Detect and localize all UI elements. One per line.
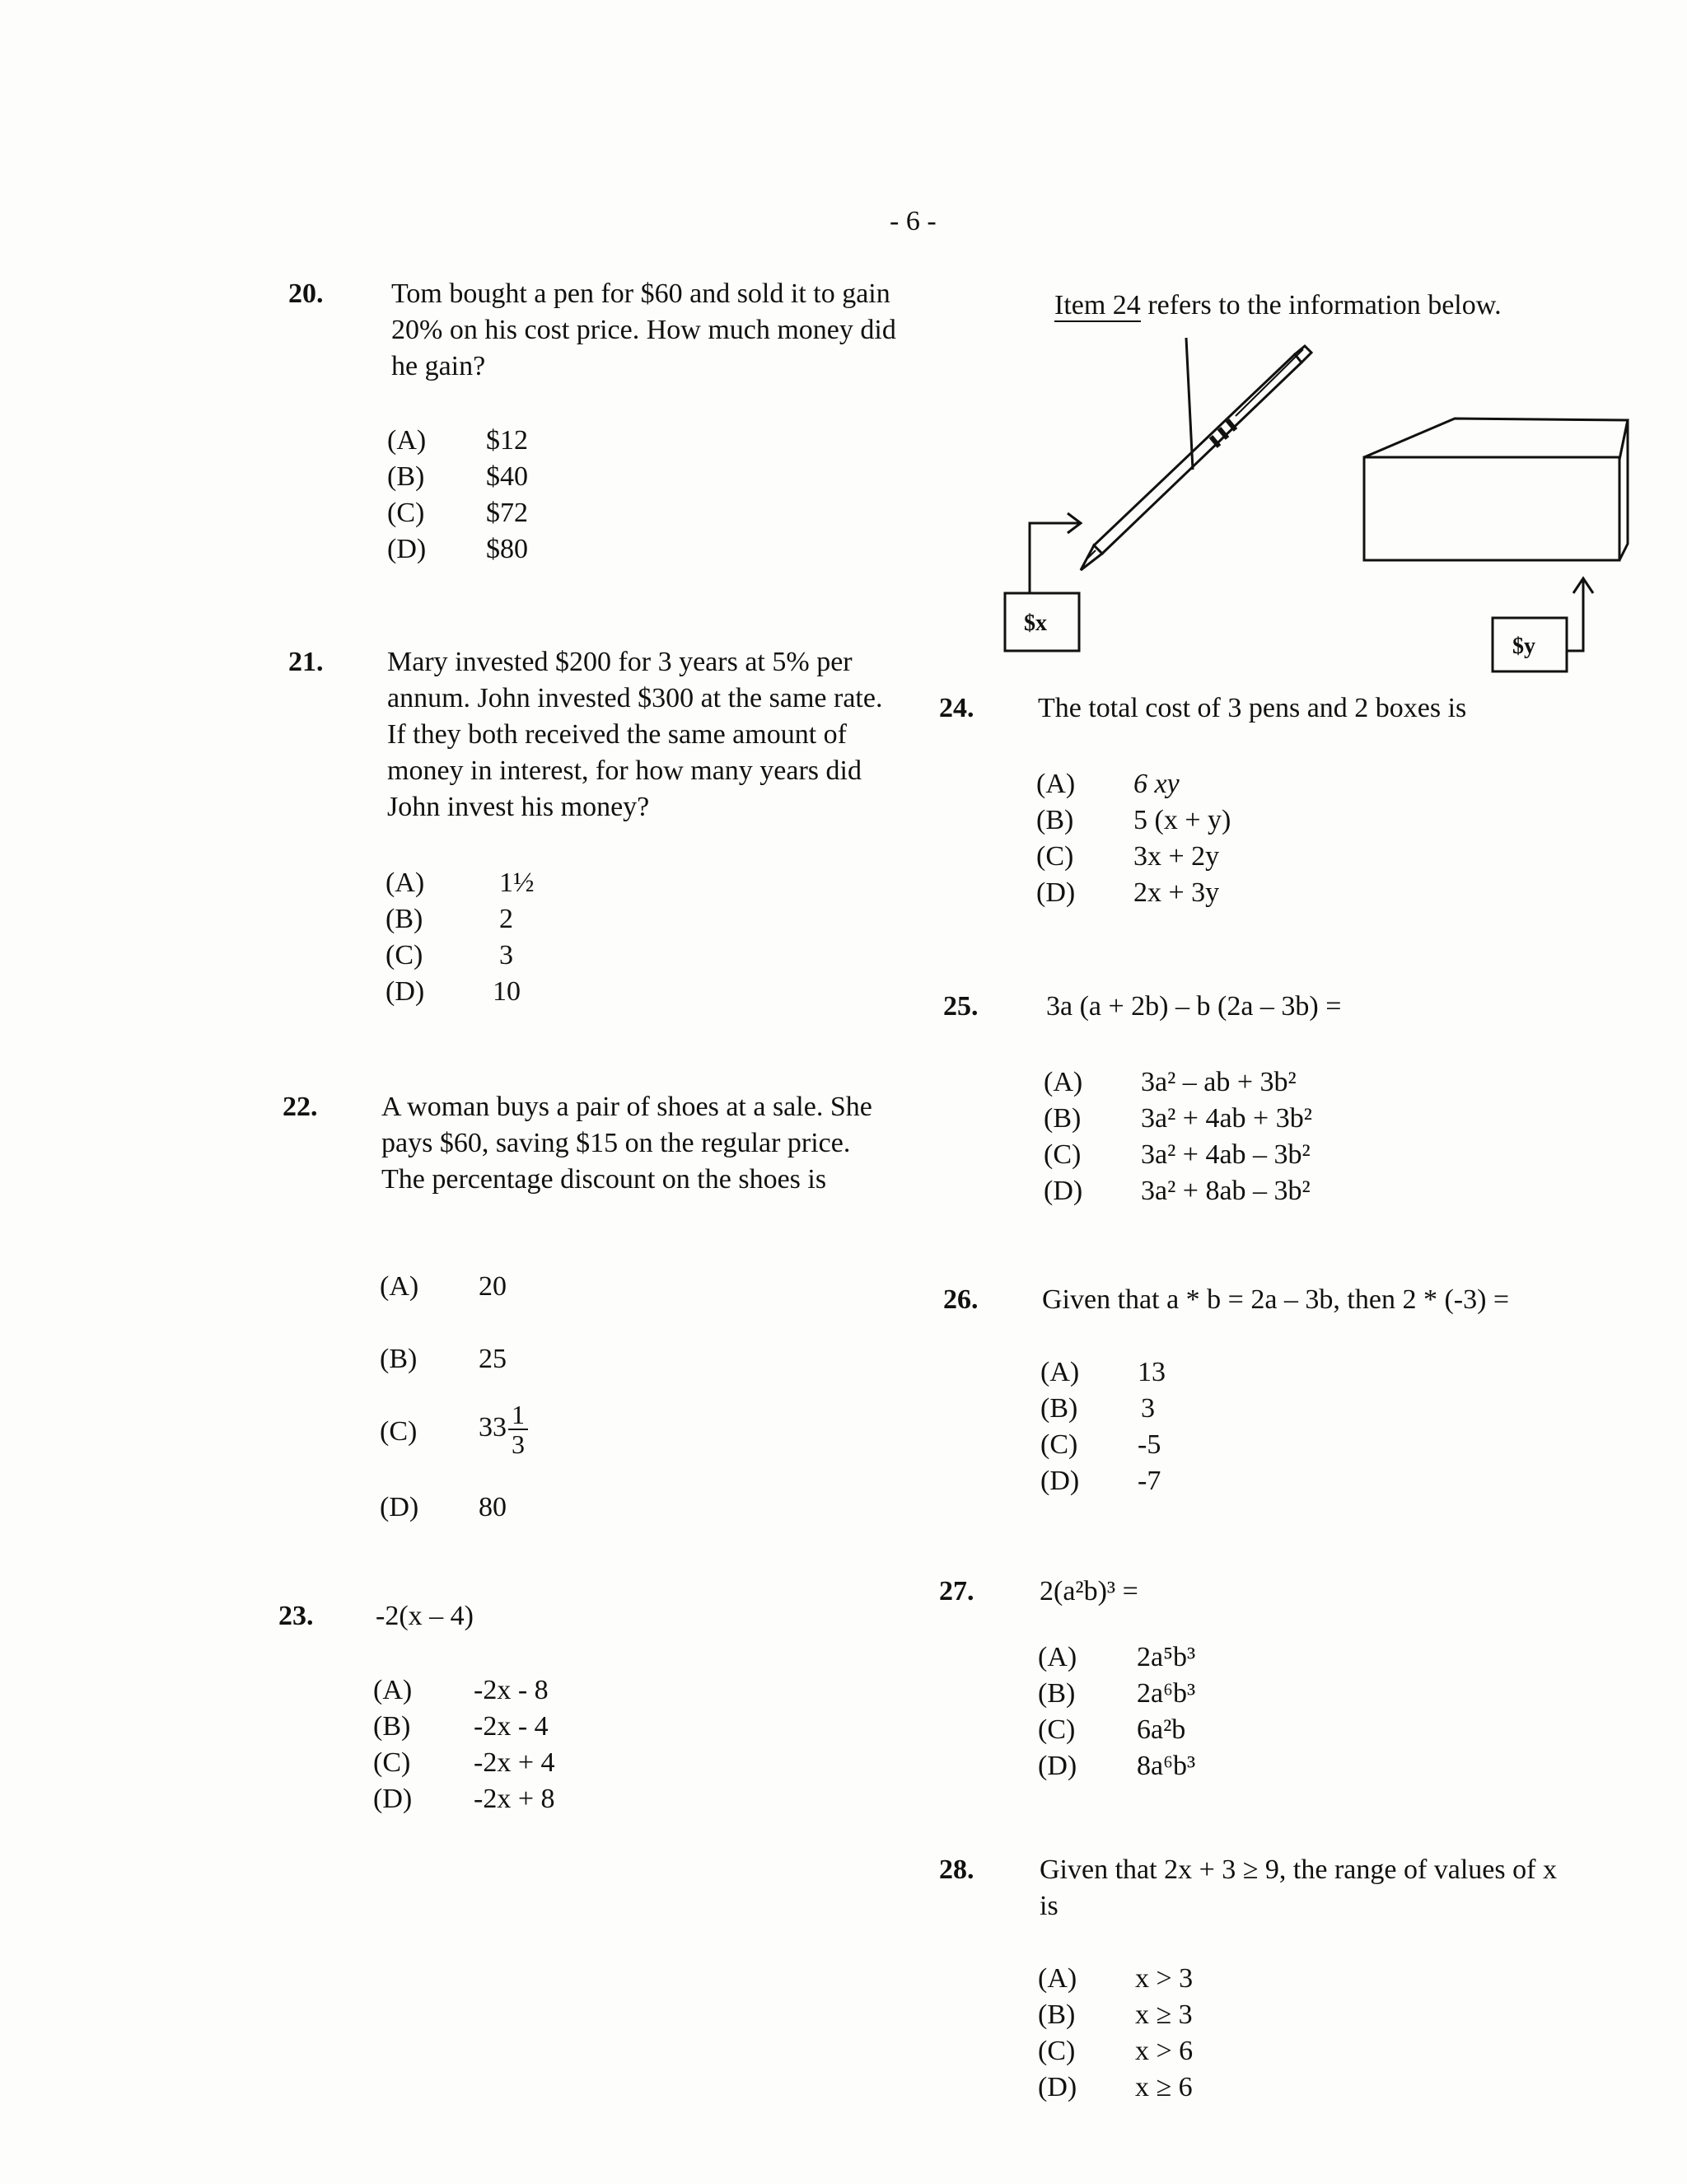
option-d bbox=[1036, 875, 1283, 911]
option-label: (C) bbox=[387, 498, 425, 528]
option-c bbox=[1038, 2033, 1285, 2069]
option-label: (A) bbox=[1040, 1357, 1080, 1387]
pen-icon bbox=[1081, 338, 1311, 570]
option-label: (C) bbox=[1040, 1429, 1078, 1460]
option-label: (B) bbox=[373, 1711, 411, 1742]
option-a bbox=[1044, 1064, 1373, 1101]
options-list bbox=[1040, 1354, 1287, 1499]
fraction-numerator: 1 bbox=[508, 1401, 528, 1430]
option-c bbox=[380, 1400, 627, 1490]
question-stem: Tom bought a pen for $60 and sold it to gain 20% on his cost price. How much money did he gain? bbox=[391, 278, 896, 381]
options-list bbox=[1038, 1961, 1285, 2106]
option-value-mixed-number bbox=[479, 1401, 528, 1458]
option-b bbox=[1038, 1676, 1285, 1712]
option-value: 3a² + 4ab – 3b² bbox=[1141, 1139, 1311, 1170]
option-c bbox=[1036, 839, 1283, 875]
option-label: (A) bbox=[1038, 1963, 1077, 1994]
option-value: 5 (x + y) bbox=[1133, 805, 1231, 835]
option-value: $80 bbox=[486, 534, 528, 564]
option-value: 3 bbox=[1141, 1393, 1155, 1424]
pen-and-box-illustration bbox=[988, 338, 1631, 684]
option-label: (C) bbox=[386, 940, 423, 970]
question-number: 28. bbox=[939, 1854, 974, 1885]
option-b bbox=[1044, 1101, 1373, 1137]
question-stem: A woman buys a pair of shoes at a sale. She pays $60, saving $15 on the regular price. The percentage discount on the shoes is bbox=[381, 1092, 872, 1195]
fraction bbox=[508, 1401, 528, 1458]
option-label: (C) bbox=[1038, 1714, 1076, 1745]
option-label: (A) bbox=[1044, 1067, 1083, 1097]
option-value: 2a⁶b³ bbox=[1137, 1678, 1196, 1709]
option-value: -2x - 8 bbox=[474, 1675, 549, 1705]
option-label: (C) bbox=[373, 1747, 411, 1778]
option-a bbox=[386, 865, 633, 901]
option-value: 2a⁵b³ bbox=[1137, 1642, 1196, 1672]
question-number: 20. bbox=[288, 278, 324, 309]
box-price-tag bbox=[1493, 578, 1593, 671]
question-stem: Given that a * b = 2a – 3b, then 2 * (-3) = bbox=[1042, 1284, 1510, 1315]
option-label: (D) bbox=[387, 534, 427, 564]
option-value: x > 6 bbox=[1135, 2036, 1194, 2066]
option-value: $40 bbox=[486, 461, 528, 492]
option-value: $72 bbox=[486, 498, 528, 528]
option-label: (C) bbox=[1038, 2036, 1076, 2066]
option-value: 1½ bbox=[499, 868, 535, 898]
option-d bbox=[380, 1490, 627, 1526]
option-value: 20 bbox=[479, 1271, 507, 1302]
option-value: -7 bbox=[1138, 1466, 1161, 1496]
option-label: (D) bbox=[386, 976, 425, 1007]
option-label: (A) bbox=[373, 1675, 413, 1705]
option-a bbox=[380, 1269, 627, 1341]
option-value: x > 3 bbox=[1135, 1963, 1194, 1994]
option-c bbox=[1044, 1137, 1373, 1173]
option-label: (D) bbox=[1038, 1751, 1077, 1781]
option-value: 10 bbox=[493, 976, 521, 1007]
option-c bbox=[386, 938, 633, 974]
option-value: -2x + 4 bbox=[474, 1747, 555, 1778]
option-label: (B) bbox=[386, 904, 423, 934]
option-d bbox=[1038, 2069, 1285, 2106]
option-b bbox=[1036, 802, 1283, 839]
option-value: 3a² + 8ab – 3b² bbox=[1141, 1176, 1311, 1206]
option-label: (B) bbox=[1036, 805, 1074, 835]
option-d bbox=[1044, 1173, 1373, 1209]
option-label: (C) bbox=[1036, 841, 1074, 872]
option-label: (B) bbox=[1044, 1103, 1082, 1134]
question-stem: 3a (a + 2b) – b (2a – 3b) = bbox=[1046, 991, 1342, 1022]
option-b bbox=[387, 459, 634, 495]
option-label: (B) bbox=[1038, 1999, 1076, 2030]
question-stem: 2(a²b)³ = bbox=[1040, 1576, 1138, 1606]
option-value: 3a² + 4ab + 3b² bbox=[1141, 1103, 1312, 1134]
option-value: 2x + 3y bbox=[1133, 877, 1220, 908]
option-a bbox=[1038, 1961, 1285, 1997]
item-reference-underlined: Item 24 bbox=[1054, 290, 1141, 320]
question-number: 23. bbox=[278, 1601, 314, 1631]
option-label: (D) bbox=[1036, 877, 1076, 908]
question-stem: -2(x – 4) bbox=[376, 1601, 474, 1631]
option-label: (C) bbox=[380, 1416, 418, 1447]
options-list bbox=[1044, 1064, 1373, 1209]
option-d bbox=[373, 1781, 620, 1817]
option-value: 2 bbox=[499, 904, 513, 934]
option-b bbox=[386, 901, 633, 938]
item-reference-note bbox=[1054, 290, 1502, 321]
option-value: 25 bbox=[479, 1344, 507, 1374]
question-number: 25. bbox=[943, 991, 979, 1022]
options-list bbox=[1036, 766, 1283, 911]
question-number: 24. bbox=[939, 693, 974, 723]
option-label: (B) bbox=[380, 1344, 418, 1374]
box-price-label: $y bbox=[1512, 634, 1535, 659]
option-a bbox=[1036, 766, 1283, 802]
option-label: (A) bbox=[386, 868, 425, 898]
option-label: (A) bbox=[1038, 1642, 1077, 1672]
options-list bbox=[1038, 1639, 1285, 1784]
option-value: x ≥ 6 bbox=[1135, 2072, 1193, 2102]
box-icon bbox=[1364, 419, 1628, 560]
option-value: 6a²b bbox=[1137, 1714, 1186, 1745]
question-number: 22. bbox=[283, 1092, 318, 1122]
option-value: -2x - 4 bbox=[474, 1711, 549, 1742]
question-stem: Given that 2x + 3 ≥ 9, the range of values of x is bbox=[1040, 1854, 1557, 1921]
option-value: 3a² – ab + 3b² bbox=[1141, 1067, 1297, 1097]
option-a bbox=[1038, 1639, 1285, 1676]
option-value: 13 bbox=[1138, 1357, 1166, 1387]
question-number: 26. bbox=[943, 1284, 979, 1315]
question-number: 21. bbox=[288, 647, 324, 677]
options-list bbox=[387, 423, 634, 568]
question-stem: The total cost of 3 pens and 2 boxes is bbox=[1038, 693, 1467, 723]
option-value: 6 xy bbox=[1133, 769, 1180, 799]
option-label: (D) bbox=[373, 1784, 413, 1814]
option-label: (D) bbox=[1040, 1466, 1080, 1496]
option-value: 3x + 2y bbox=[1133, 841, 1220, 872]
option-label: (A) bbox=[380, 1271, 419, 1302]
options-list bbox=[380, 1269, 627, 1526]
option-label: (A) bbox=[1036, 769, 1076, 799]
option-label: (B) bbox=[1038, 1678, 1076, 1709]
option-b bbox=[1038, 1997, 1285, 2033]
option-d bbox=[1038, 1748, 1285, 1784]
option-value: $12 bbox=[486, 425, 528, 456]
option-label: (D) bbox=[1044, 1176, 1083, 1206]
option-label: (C) bbox=[1044, 1139, 1082, 1170]
options-list bbox=[386, 865, 633, 1010]
option-c bbox=[1038, 1712, 1285, 1748]
item-reference-text: refers to the information below. bbox=[1140, 290, 1502, 320]
question-stem: Mary invested $200 for 3 years at 5% per annum. John invested $300 at the same rate. If they both received the same amount of money in interest, for how many years did John invest his money? bbox=[387, 647, 883, 822]
option-d bbox=[1040, 1463, 1287, 1499]
option-value: 3 bbox=[499, 940, 513, 970]
pen-price-label: $x bbox=[1024, 610, 1047, 636]
option-value: -5 bbox=[1138, 1429, 1161, 1460]
option-value: x ≥ 3 bbox=[1135, 1999, 1193, 2030]
option-b bbox=[1040, 1391, 1287, 1427]
option-value: -2x + 8 bbox=[474, 1784, 555, 1814]
option-label: (B) bbox=[1040, 1393, 1078, 1424]
option-label: (A) bbox=[387, 425, 427, 456]
option-value: 80 bbox=[479, 1492, 507, 1522]
option-a bbox=[1040, 1354, 1287, 1391]
option-b bbox=[373, 1709, 620, 1745]
question-number: 27. bbox=[939, 1576, 974, 1606]
option-a bbox=[387, 423, 634, 459]
option-c bbox=[373, 1745, 620, 1781]
option-value: 8a⁶b³ bbox=[1137, 1751, 1196, 1781]
option-a bbox=[373, 1672, 620, 1709]
fraction-denominator: 3 bbox=[512, 1429, 525, 1459]
option-d bbox=[386, 974, 633, 1010]
option-label: (D) bbox=[380, 1492, 419, 1522]
options-list bbox=[373, 1672, 620, 1817]
option-d bbox=[387, 531, 634, 568]
option-label: (D) bbox=[1038, 2072, 1077, 2102]
option-c bbox=[387, 495, 634, 531]
page-number: - 6 - bbox=[890, 206, 937, 236]
whole-part: 33 bbox=[479, 1411, 507, 1443]
option-c bbox=[1040, 1427, 1287, 1463]
option-label: (B) bbox=[387, 461, 425, 492]
